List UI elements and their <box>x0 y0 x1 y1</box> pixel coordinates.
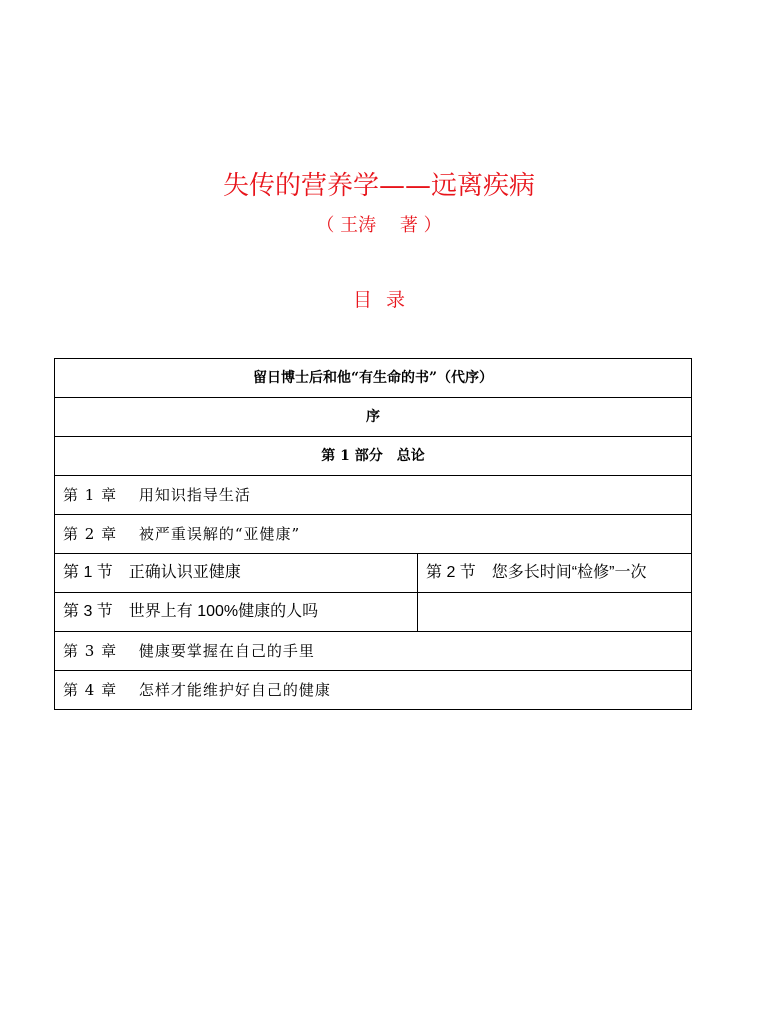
toc-entry-preface-by-other[interactable]: 留日博士后和他“有生命的书”（代序） <box>55 359 692 398</box>
toc-entry-part-1[interactable]: 第 1 部分 总论 <box>55 437 692 476</box>
toc-row <box>55 515 692 554</box>
toc-row <box>55 593 692 632</box>
toc-row <box>55 632 692 671</box>
toc-row <box>55 437 692 476</box>
toc-row <box>55 476 692 515</box>
toc-empty-cell <box>418 593 692 632</box>
document-author: （ 王涛 著 ） <box>316 215 442 236</box>
toc-row <box>55 359 692 398</box>
table-of-contents <box>54 358 692 710</box>
toc-entry-chapter-3[interactable]: 第 3 章 健康要掌握在自己的手里 <box>55 632 692 671</box>
toc-entry-section-3[interactable]: 第 3 节 世界上有 100%健康的人吗 <box>55 593 418 632</box>
toc-heading: 目录 <box>352 289 419 311</box>
toc-entry-section-1[interactable]: 第 1 节 正确认识亚健康 <box>55 554 418 593</box>
toc-entry-section-2[interactable]: 第 2 节 您多长时间“检修”一次 <box>418 554 692 593</box>
toc-row <box>55 671 692 710</box>
document-title: 失传的营养学——远离疾病 <box>222 171 535 201</box>
toc-entry-chapter-1[interactable]: 第 1 章 用知识指导生活 <box>55 476 692 515</box>
toc-entry-chapter-2[interactable]: 第 2 章 被严重误解的“亚健康” <box>55 515 692 554</box>
toc-row <box>55 554 692 593</box>
toc-entry-chapter-4[interactable]: 第 4 章 怎样才能维护好自己的健康 <box>55 671 692 710</box>
toc-entry-preface[interactable]: 序 <box>55 398 692 437</box>
toc-row <box>55 398 692 437</box>
